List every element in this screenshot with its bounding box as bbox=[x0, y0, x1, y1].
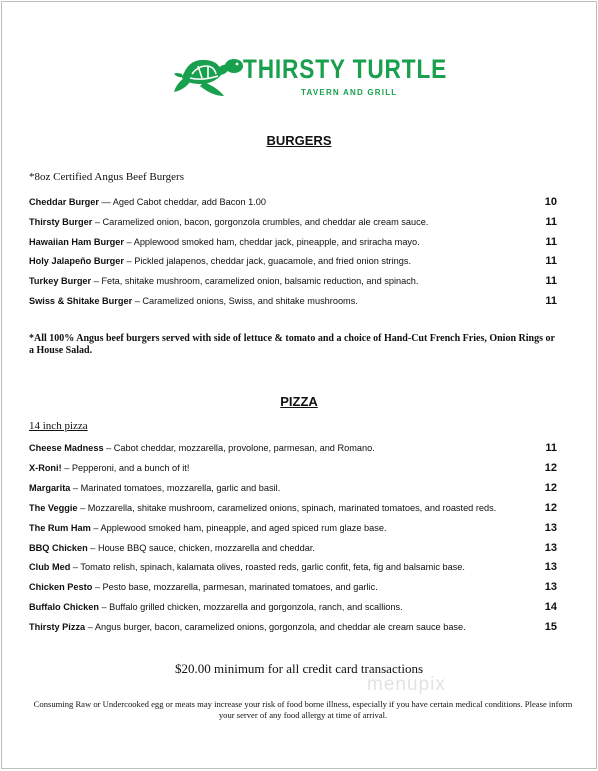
item-desc: Pepperoni, and a bunch of it! bbox=[71, 463, 190, 473]
item-price: 12 bbox=[544, 462, 557, 474]
watermark: menupix bbox=[367, 674, 446, 695]
menu-page bbox=[1, 1, 597, 769]
item-price: 11 bbox=[545, 216, 557, 228]
item-sep: – bbox=[87, 543, 98, 553]
item-name: Hawaiian Ham Burger bbox=[29, 237, 124, 247]
item-sep: – bbox=[92, 582, 103, 592]
item-sep: – bbox=[70, 562, 81, 572]
item-sep: – bbox=[98, 602, 110, 612]
item-desc: Caramelized onion, bacon, gorgonzola crumbles, and cheddar ale cream sauce. bbox=[102, 217, 429, 227]
item-desc: Pesto base, mozzarella, parmesan, marinated tomatoes, and garlic. bbox=[102, 582, 378, 592]
item-price: 11 bbox=[545, 442, 557, 454]
menu-item bbox=[29, 294, 557, 308]
item-price: 13 bbox=[544, 581, 557, 593]
item-desc: Caramelized onions, Swiss, and shitake mushrooms. bbox=[142, 296, 358, 306]
menu-item bbox=[29, 195, 557, 209]
item-name: Chicken Pesto bbox=[29, 582, 93, 592]
pizza-title: PIZZA bbox=[280, 394, 318, 409]
item-price: 13 bbox=[544, 522, 557, 534]
item-sep: – bbox=[85, 622, 95, 632]
pizza-subtitle: 14 inch pizza bbox=[29, 420, 88, 432]
item-name: Club Med bbox=[29, 562, 71, 572]
item-price: 13 bbox=[544, 561, 557, 573]
item-name: BBQ Chicken bbox=[29, 543, 88, 553]
item-name: The Veggie bbox=[29, 503, 78, 513]
logo-name: THIRSTY TURTLE bbox=[243, 54, 448, 84]
menu-item bbox=[29, 235, 557, 249]
item-desc: Angus burger, bacon, caramelized onions, gorgonzola, and cheddar ale cream sauce base. bbox=[94, 622, 466, 632]
menu-item bbox=[29, 461, 557, 475]
item-name: Cheese Madness bbox=[29, 443, 104, 453]
item-price: 12 bbox=[544, 482, 557, 494]
item-price: 11 bbox=[545, 295, 557, 307]
item-desc: Buffalo grilled chicken, mozzarella and gorgonzola, ranch, and scallions. bbox=[109, 602, 403, 612]
item-sep: – bbox=[61, 463, 72, 473]
menu-item bbox=[29, 254, 557, 268]
food-safety-warning: Consuming Raw or Undercooked egg or meats may increase your risk of food borne illness, especially if you have certain medical conditions. Please inform your server of any food allergy at time of arrival. bbox=[33, 699, 573, 720]
item-desc: Applewood smoked ham, pineapple, and aged spiced rum glaze base. bbox=[100, 523, 387, 533]
item-desc: Cabot cheddar, mozzarella, provolone, parmesan, and Romano. bbox=[113, 443, 375, 453]
item-price: 11 bbox=[545, 236, 557, 248]
item-name: Thirsty Pizza bbox=[29, 622, 86, 632]
menu-item bbox=[29, 620, 557, 634]
item-sep: – bbox=[123, 237, 134, 247]
burgers-subtitle: *8oz Certified Angus Beef Burgers bbox=[29, 171, 184, 183]
item-desc: Pickled jalapenos, cheddar jack, guacamole, and fried onion strings. bbox=[134, 256, 411, 266]
item-name: Swiss & Shitake Burger bbox=[29, 296, 133, 306]
item-desc: Aged Cabot cheddar, add Bacon 1.00 bbox=[112, 197, 266, 207]
item-price: 11 bbox=[545, 255, 557, 267]
logo-tagline: TAVERN AND GRILL bbox=[301, 88, 398, 97]
menu-item bbox=[29, 441, 557, 455]
menu-item bbox=[29, 481, 557, 495]
turtle-icon bbox=[174, 48, 244, 100]
item-sep: — bbox=[98, 197, 113, 207]
item-name: Margarita bbox=[29, 483, 71, 493]
item-desc: Mozzarella, shitake mushroom, caramelized onions, spinach, marinated tomatoes, and roasted reds. bbox=[87, 503, 497, 513]
item-desc: Tomato relish, spinach, kalamata olives, roasted reds, garlic confit, feta, fig and balsamic base. bbox=[80, 562, 465, 572]
item-sep: – bbox=[92, 217, 103, 227]
burgers-title: BURGERS bbox=[266, 133, 332, 148]
item-name: Cheddar Burger bbox=[29, 197, 99, 207]
item-sep: – bbox=[132, 296, 143, 306]
burgers-footnote: *All 100% Angus beef burgers served with side of lettuce & tomato and a choice of Hand-Cut French Fries, Onion Rings or a House Salad. bbox=[29, 333, 555, 356]
logo bbox=[174, 46, 448, 106]
item-price: 13 bbox=[544, 542, 557, 554]
item-sep: – bbox=[103, 443, 114, 453]
item-name: Thirsty Burger bbox=[29, 217, 93, 227]
item-name: X-Roni! bbox=[29, 463, 62, 473]
item-sep: – bbox=[123, 256, 135, 266]
item-sep: – bbox=[90, 523, 101, 533]
item-price: 15 bbox=[544, 621, 557, 633]
item-sep: – bbox=[91, 276, 102, 286]
menu-item bbox=[29, 580, 557, 594]
item-price: 14 bbox=[544, 601, 557, 613]
item-name: Holy Jalapeño Burger bbox=[29, 256, 124, 266]
item-name: Buffalo Chicken bbox=[29, 602, 99, 612]
item-sep: – bbox=[70, 483, 81, 493]
item-name: Turkey Burger bbox=[29, 276, 92, 286]
item-desc: Applewood smoked ham, cheddar jack, pineapple, and sriracha mayo. bbox=[133, 237, 420, 247]
menu-item bbox=[29, 541, 557, 555]
item-sep: – bbox=[77, 503, 88, 513]
item-name: The Rum Ham bbox=[29, 523, 91, 533]
menu-item bbox=[29, 215, 557, 229]
menu-item bbox=[29, 560, 557, 574]
menu-item bbox=[29, 274, 557, 288]
item-desc: Marinated tomatoes, mozzarella, garlic and basil. bbox=[80, 483, 281, 493]
item-price: 12 bbox=[544, 502, 557, 514]
item-price: 11 bbox=[545, 275, 557, 287]
menu-item bbox=[29, 501, 557, 515]
credit-card-minimum: $20.00 minimum for all credit card transactions bbox=[174, 661, 423, 676]
item-desc: Feta, shitake mushroom, caramelized onion, balsamic reduction, and spinach. bbox=[101, 276, 419, 286]
menu-item bbox=[29, 521, 557, 535]
item-desc: House BBQ sauce, chicken, mozzarella and cheddar. bbox=[97, 543, 315, 553]
item-price: 10 bbox=[544, 196, 557, 208]
menu-item bbox=[29, 600, 557, 614]
